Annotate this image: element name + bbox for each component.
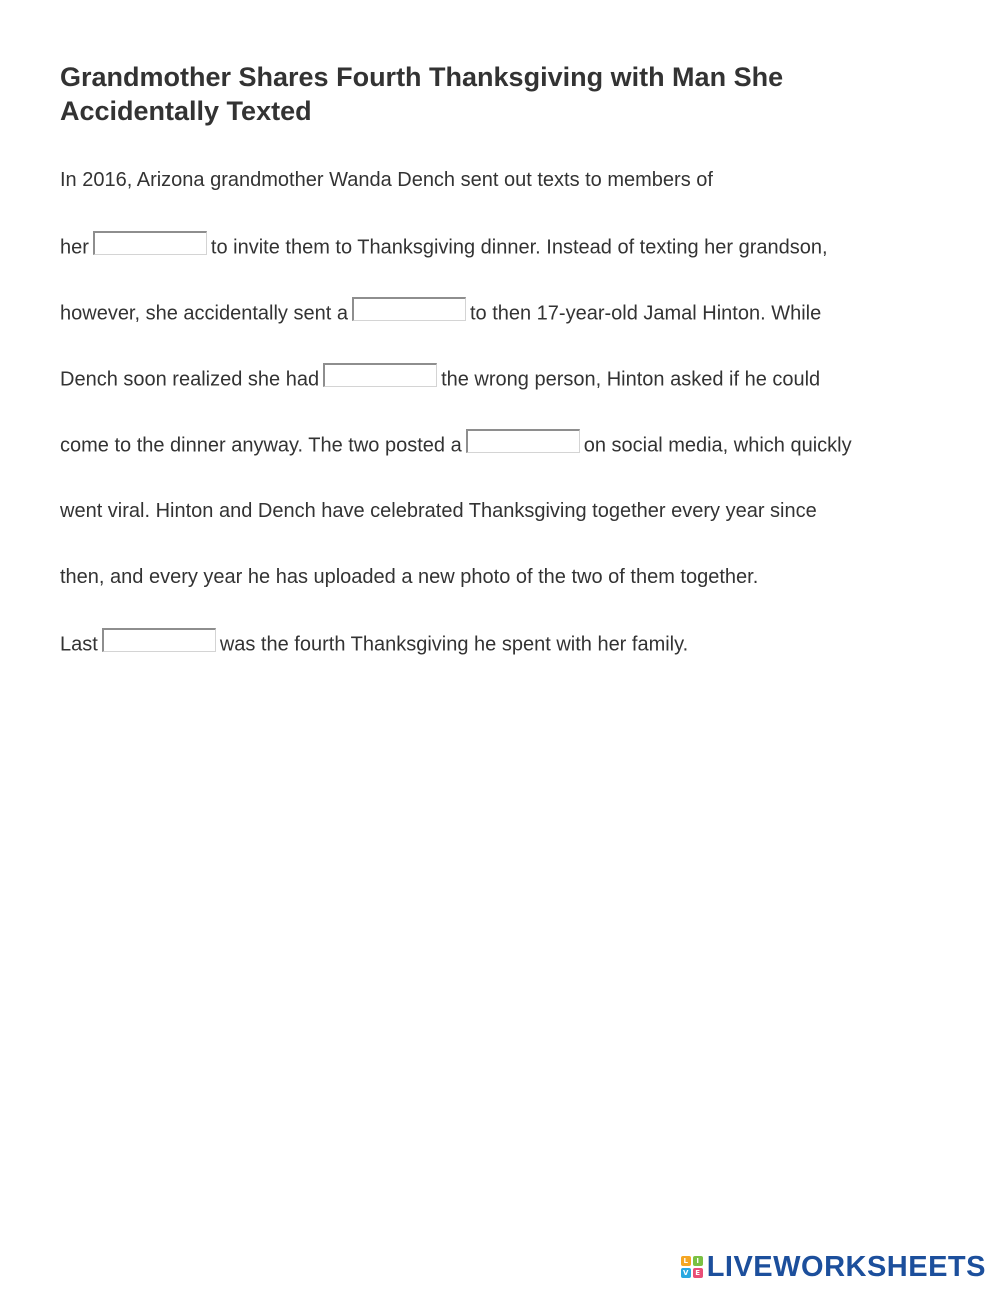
- text-segment: her: [60, 236, 89, 259]
- text-segment: on social media, which quickly: [583, 434, 852, 457]
- text-segment: In 2016, Arizona grandmother Wanda Dench sent out texts to members of: [60, 169, 713, 191]
- text-segment: Dench soon realized she had: [60, 368, 320, 391]
- text-line-6: [60, 496, 817, 526]
- text-segment: then, and every year he has uploaded a new photo of the two of them together.: [60, 566, 759, 588]
- text-segment: come to the dinner anyway. The two posted a: [60, 434, 462, 457]
- text-line-1: [60, 165, 713, 195]
- text-segment: however, she accidentally sent a: [60, 302, 348, 325]
- text-line-5: [60, 429, 852, 459]
- logo-text: LIVEWORKSHEETS: [706, 1250, 986, 1283]
- text-line-4: [60, 363, 820, 393]
- text-line-8: [60, 628, 688, 658]
- logo-mark-tile: E: [693, 1268, 703, 1278]
- blank-input-2[interactable]: [352, 297, 466, 321]
- blank-input-4[interactable]: [466, 429, 580, 453]
- text-segment: to then 17-year-old Jamal Hinton. While: [469, 302, 822, 325]
- text-segment: was the fourth Thanksgiving he spent with her family.: [219, 633, 689, 656]
- worksheet-title: Grandmother Shares Fourth Thanksgiving with Man She Accidentally Texted: [60, 62, 784, 126]
- blank-input-3[interactable]: [323, 363, 437, 387]
- liveworksheets-logo: [681, 1252, 986, 1282]
- text-line-2: [60, 231, 828, 261]
- blank-input-1[interactable]: [93, 231, 207, 255]
- text-line-7: [60, 562, 758, 592]
- logo-mark-tile: L: [681, 1256, 691, 1266]
- text-segment: to invite them to Thanksgiving dinner. Instead of texting her grandson,: [210, 236, 828, 259]
- blank-input-5[interactable]: [102, 628, 216, 652]
- text-line-3: [60, 297, 821, 327]
- text-segment: the wrong person, Hinton asked if he could: [441, 368, 821, 391]
- text-segment: went viral. Hinton and Dench have celebrated Thanksgiving together every year since: [60, 500, 817, 522]
- logo-mark-icon: [681, 1256, 703, 1278]
- logo-mark-tile: V: [681, 1268, 691, 1278]
- logo-mark-tile: I: [693, 1256, 703, 1266]
- text-segment: Last: [60, 633, 98, 656]
